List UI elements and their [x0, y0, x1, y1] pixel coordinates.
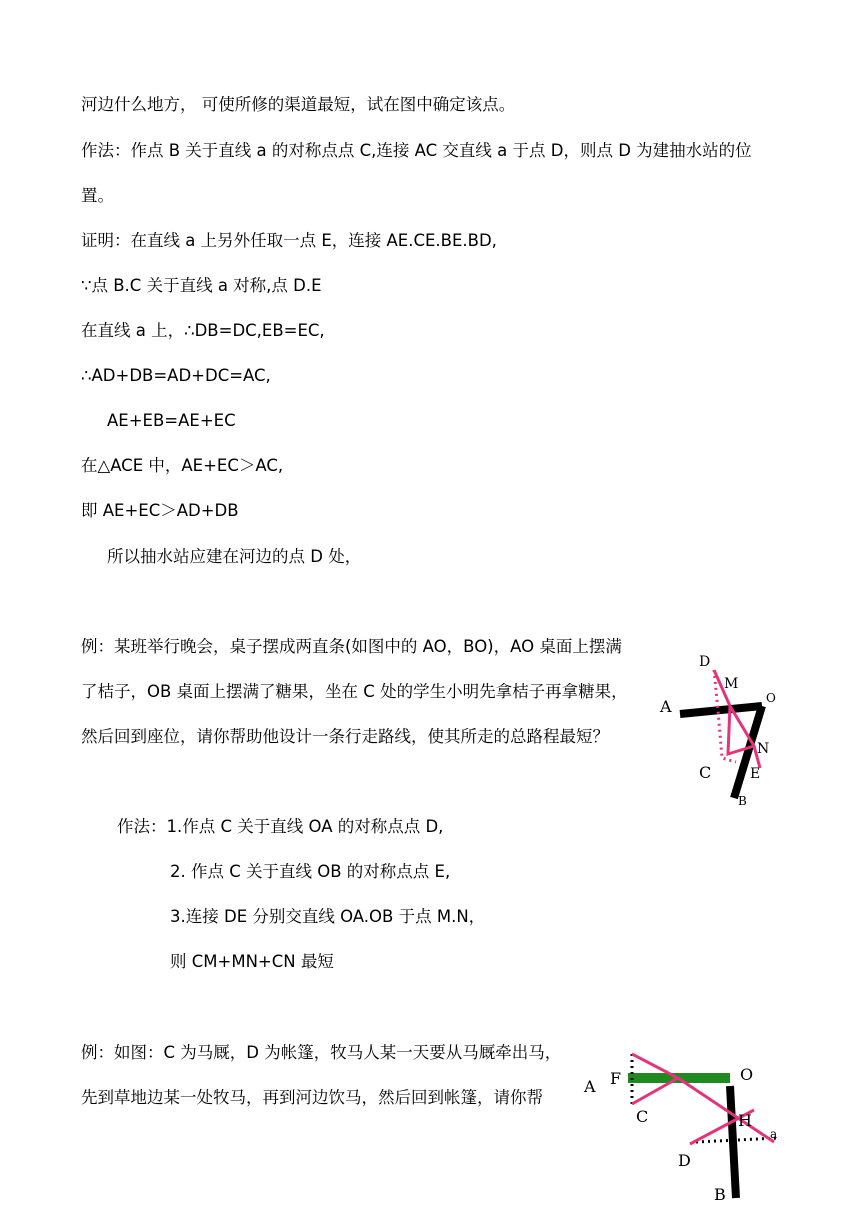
label-edge: a [770, 1127, 778, 1141]
text-line: 置。 [81, 186, 114, 205]
label-d: D [699, 654, 711, 670]
text-line: ∵点 B.C 关于直线 a 对称,点 D.E [81, 276, 322, 295]
reflection-dotted-horizontal [696, 1138, 778, 1142]
text-line: 证明：在直线 a 上另外任取一点 E，连接 AE.CE.BE.BD, [81, 231, 497, 250]
label-c: C [699, 763, 712, 782]
label-f: F [610, 1069, 622, 1088]
label-b: B [714, 1185, 726, 1204]
label-b: B [738, 794, 747, 808]
label-o: O [740, 1065, 754, 1084]
text-line: ∴AD+DB=AD+DC=AC, [81, 366, 271, 385]
text-line: 在△ACE 中，AE+EC＞AC, [81, 456, 284, 475]
figure-tables [650, 650, 790, 810]
problem-line: 先到草地边某一处牧马，再到河边饮马，然后回到帐篷，请你帮 [81, 1088, 543, 1107]
step-line: 2. 作点 C 关于直线 OB 的对称点点 E, [170, 862, 451, 881]
label-e: E [750, 766, 761, 782]
step-line: 3.连接 DE 分别交直线 OA.OB 于点 M.N， [170, 907, 486, 926]
problem-line: 然后回到座位，请你帮助他设计一条行走路线，使其所走的总路程最短？ [81, 727, 609, 746]
label-h: H [738, 1111, 752, 1130]
step-line: 作法：1.作点 C 关于直线 OA 的对称点点 D, [117, 817, 444, 836]
label-o: O [766, 691, 776, 705]
step-line: 则 CM+MN+CN 最短 [170, 952, 334, 971]
river [730, 1086, 736, 1198]
problem-line: 例：如图：C 为马厩，D 为帐篷，牧马人某一天要从马厩牵出马， [81, 1043, 562, 1062]
label-d: D [678, 1151, 691, 1170]
text-line: 所以抽水站应建在河边的点 D 处， [107, 547, 362, 566]
figure-pasture [578, 1046, 788, 1206]
text-line: 在直线 a 上，∴DB=DC,EB=EC, [81, 321, 325, 340]
problem-line: 了桔子，OB 桌面上摆满了糖果，坐在 C 处的学生小明先拿桔子再拿糖果， [81, 682, 628, 701]
path-cmn [728, 706, 754, 754]
label-c: C [636, 1107, 649, 1126]
text-line: AE+EB=AE+EC [107, 411, 236, 430]
label-a: A [584, 1077, 596, 1096]
label-a: A [660, 697, 672, 716]
text-line: 作法：作点 B 关于直线 a 的对称点点 C,连接 AC 交直线 a 于点 D，则点 D 为建抽水站的位 [81, 141, 752, 160]
path-to-river [678, 1078, 774, 1142]
problem-line: 例：某班举行晚会，桌子摆成两直条(如图中的 AO，BO)，AO 桌面上摆满 [81, 637, 622, 656]
table-ao [680, 706, 762, 714]
text-line: 即 AE+EC＞AD+DB [81, 501, 239, 520]
text-line: 河边什么地方， 可使所修的渠道最短，试在图中确定该点。 [81, 95, 516, 114]
label-n: N [757, 741, 770, 757]
label-m: M [724, 676, 739, 692]
